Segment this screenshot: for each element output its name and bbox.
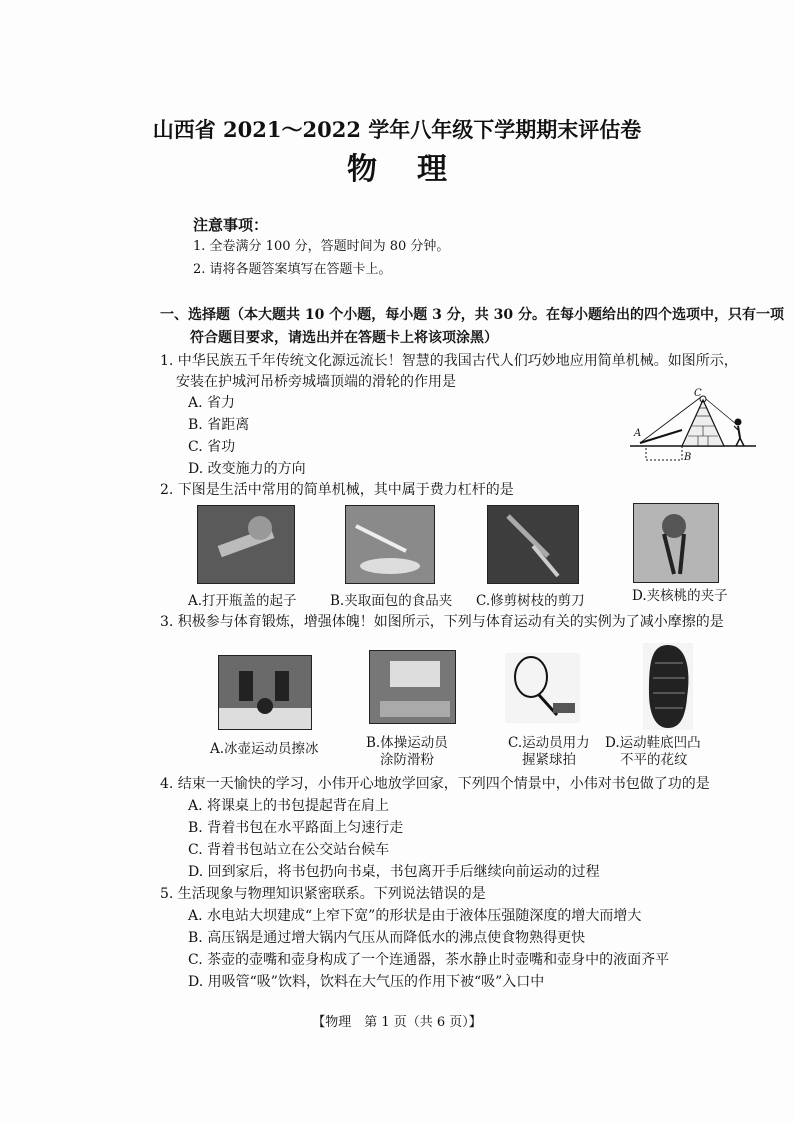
q1-stem: 1. 中华民族五千年传统文化源远流长！智慧的我国古代人们巧妙地应用简单机械。如图所示， — [160, 353, 738, 369]
q5-stem: 5. 生活现象与物理知识紧密联系。下列说法错误的是 — [160, 886, 486, 902]
q4-stem: 4. 结束一天愉快的学习，小伟开心地放学回家，下列四个情景中，小伟对书包做了功的是 — [160, 776, 710, 792]
gymnast-powder-photo — [369, 650, 456, 724]
q5-option-b: B. 高压锅是通过增大锅内气压从而降低水的沸点使食物熟得更快 — [188, 930, 586, 946]
bottle-opener-photo — [197, 505, 295, 584]
q3-option-b: B.体操运动员 — [366, 735, 448, 751]
exam-title: 山西省 2021～2022 学年八年级下学期期末评估卷 — [152, 117, 642, 142]
notice-item: 2. 请将各题答案填写在答题卡上。 — [193, 262, 392, 277]
section-heading: 一、选择题（本大题共 10 个小题，每小题 3 分，共 30 分。在每小题给出的四个选项中，只有一项 — [160, 307, 784, 323]
q3-option-b-cont: 涂防滑粉 — [380, 752, 434, 768]
page-footer: 【物理 第 1 页（共 6 页）】 — [312, 1015, 482, 1030]
figure-label-b: B — [684, 452, 692, 463]
subject-title: 物理 — [347, 152, 487, 187]
q3-stem: 3. 积极参与体育锻炼，增强体魄！如图所示，下列与体育运动有关的实例为了减小摩擦的是 — [160, 614, 724, 630]
notice-heading: 注意事项： — [193, 216, 269, 234]
food-tongs-photo — [345, 505, 435, 584]
q2-option-a: A.打开瓶盖的起子 — [188, 593, 297, 609]
pruning-shears-photo — [487, 505, 579, 584]
q3-option-a: A.冰壶运动员擦冰 — [210, 741, 319, 757]
nutcracker-photo — [633, 503, 719, 583]
q3-option-d: D.运动鞋底凹凸 — [605, 735, 701, 751]
q1-option-b: B. 省距离 — [188, 417, 250, 433]
q5-option-d: D. 用吸管“吸”饮料，饮料在大气压的作用下被“吸”入口中 — [188, 974, 545, 990]
notice-item: 1. 全卷满分 100 分，答题时间为 80 分钟。 — [193, 239, 450, 254]
drawbridge-figure — [628, 388, 758, 468]
figure-label-a: A — [634, 428, 642, 439]
q2-option-c: C.修剪树枝的剪刀 — [476, 593, 585, 609]
q4-option-c: C. 背着书包站立在公交站台候车 — [188, 842, 390, 858]
figure-label-c: C — [694, 388, 702, 399]
q1-option-c: C. 省功 — [188, 439, 236, 455]
q2-option-d: D.夹核桃的夹子 — [632, 588, 728, 604]
q4-option-a: A. 将课桌上的书包提起背在肩上 — [188, 798, 390, 814]
q1-option-d: D. 改变施力的方向 — [188, 461, 306, 477]
tennis-racket-photo — [505, 653, 580, 723]
q3-option-c-cont: 握紧球拍 — [522, 752, 576, 768]
q3-option-d-cont: 不平的花纹 — [620, 752, 688, 768]
q1-stem-cont: 安装在护城河吊桥旁城墙顶端的滑轮的作用是 — [176, 374, 456, 390]
q5-option-a: A. 水电站大坝建成“上窄下宽”的形状是由于液体压强随深度的增大而增大 — [188, 908, 642, 924]
section-heading-cont: 符合题目要求，请选出并在答题卡上将该项涂黑） — [190, 330, 498, 346]
q3-option-c: C.运动员用力 — [508, 735, 590, 751]
q2-option-b: B.夹取面包的食品夹 — [330, 593, 453, 609]
q5-option-c: C. 茶壶的壶嘴和壶身构成了一个连通器，茶水静止时壶嘴和壶身中的液面齐平 — [188, 952, 670, 968]
q1-option-a: A. 省力 — [188, 395, 236, 411]
q2-stem: 2. 下图是生活中常用的简单机械，其中属于费力杠杆的是 — [160, 482, 514, 498]
shoe-sole-photo — [643, 643, 693, 730]
q4-option-b: B. 背着书包在水平路面上匀速行走 — [188, 820, 404, 836]
q4-option-d: D. 回到家后，将书包扔向书桌，书包离开手后继续向前运动的过程 — [188, 864, 600, 880]
curling-photo — [218, 655, 312, 730]
